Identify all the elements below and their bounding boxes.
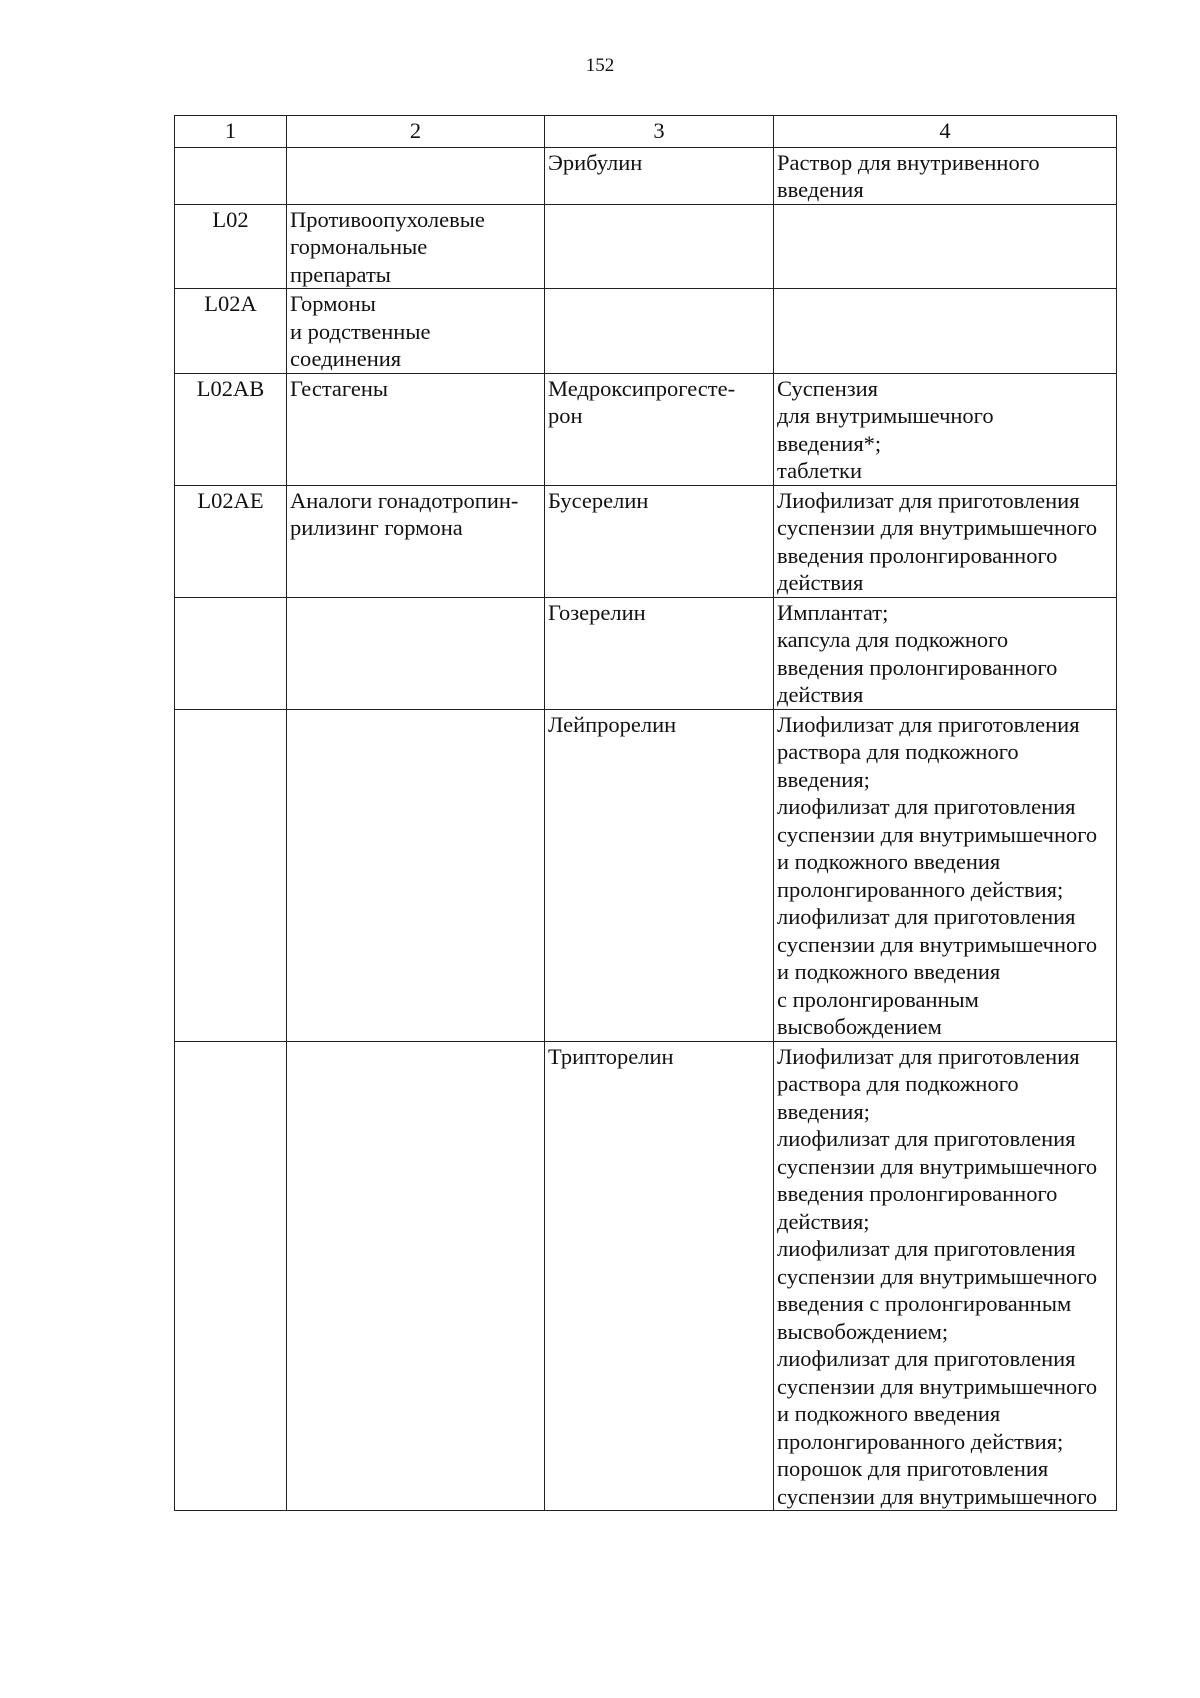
table-row <box>175 1041 1117 1511</box>
dosage-form-line: Раствор для внутривенного <box>777 149 1040 175</box>
group-line: соединения <box>290 346 402 371</box>
dosage-form-line: введения*; <box>777 430 882 456</box>
table-row <box>175 597 1117 709</box>
group-line: гормональные <box>290 234 428 259</box>
dosage-form-line: суспензии для внутримышечного <box>777 1263 1098 1289</box>
table-row <box>175 147 1117 204</box>
dosage-form-line: порошок для приготовления <box>777 1456 1049 1481</box>
table-body <box>175 147 1117 1511</box>
group-line: Противоопухолевые <box>290 206 485 232</box>
dosage-form-line: раствора для подкожного <box>777 1071 1019 1096</box>
drug-name-cell <box>545 485 774 597</box>
drug-line: рон <box>548 403 583 428</box>
dosage-form-line: капсула для подкожного <box>777 627 1009 652</box>
dosage-form-cell <box>774 373 1117 485</box>
drug-line: Эрибулин <box>548 149 643 175</box>
dosage-form-line: лиофилизат для приготовления <box>777 1236 1076 1261</box>
dosage-form-line: действия <box>777 570 864 595</box>
column-header-1: 1 <box>175 116 287 148</box>
dosage-form-line: раствора для подкожного <box>777 739 1019 764</box>
dosage-form-line: высвобождением; <box>777 1318 949 1344</box>
dosage-form-line: лиофилизат для приготовления <box>777 1126 1076 1151</box>
group-name-cell <box>287 1041 545 1511</box>
table-row <box>175 373 1117 485</box>
atc-code-cell: L02 <box>175 204 287 289</box>
dosage-form-line: суспензии для внутримышечного <box>777 1483 1098 1509</box>
drug-name-cell <box>545 597 774 709</box>
group-name-cell <box>287 485 545 597</box>
atc-code-cell: L02AE <box>175 485 287 597</box>
dosage-form-line: введения; <box>777 766 870 792</box>
group-line: препараты <box>290 261 391 287</box>
drug-table <box>174 115 1117 1511</box>
atc-code-cell <box>175 597 287 709</box>
dosage-form-line: пролонгированного действия; <box>777 1428 1064 1454</box>
dosage-form-line: действия <box>777 682 864 707</box>
group-line: рилизинг гормона <box>290 515 463 540</box>
column-header-4: 4 <box>774 116 1117 148</box>
drug-name-cell <box>545 709 774 1041</box>
column-header-3: 3 <box>545 116 774 148</box>
drug-line: Лейпрорелин <box>548 711 677 737</box>
dosage-form-line: введения с пролонгированным <box>777 1291 1072 1316</box>
dosage-form-line: введения; <box>777 1098 870 1124</box>
atc-code-cell: L02AB <box>175 373 287 485</box>
group-name-cell <box>287 709 545 1041</box>
dosage-form-cell <box>774 1041 1117 1511</box>
table-row <box>175 289 1117 374</box>
dosage-form-line: Имплантат; <box>777 599 889 625</box>
dosage-form-cell <box>774 597 1117 709</box>
drug-line: Медроксипрогесте- <box>548 375 736 401</box>
dosage-form-line: лиофилизат для приготовления <box>777 794 1076 819</box>
dosage-form-line: для внутримышечного <box>777 403 994 428</box>
dosage-form-line: таблетки <box>777 458 863 483</box>
table-row <box>175 485 1117 597</box>
group-name-cell <box>287 204 545 289</box>
drug-line: Гозерелин <box>548 599 646 625</box>
dosage-form-line: лиофилизат для приготовления <box>777 904 1076 929</box>
group-line: и родственные <box>290 318 431 344</box>
dosage-form-line: Лиофилизат для приготовления <box>777 487 1080 513</box>
drug-name-cell <box>545 1041 774 1511</box>
table-header-row <box>175 116 1117 148</box>
column-header-2: 2 <box>287 116 545 148</box>
atc-code-cell: L02A <box>175 289 287 374</box>
drug-line: Трипторелин <box>548 1043 674 1069</box>
group-name-cell <box>287 373 545 485</box>
dosage-form-line: Лиофилизат для приготовления <box>777 1043 1080 1069</box>
dosage-form-line: суспензии для внутримышечного <box>777 821 1098 847</box>
dosage-form-line: суспензии для внутримышечного <box>777 931 1098 957</box>
table-row <box>175 709 1117 1041</box>
group-line: Гормоны <box>290 291 376 316</box>
drug-name-cell <box>545 289 774 374</box>
drug-name-cell <box>545 204 774 289</box>
dosage-form-cell <box>774 204 1117 289</box>
dosage-form-line: введения пролонгированного <box>777 1181 1058 1206</box>
dosage-form-cell <box>774 485 1117 597</box>
dosage-form-cell <box>774 289 1117 374</box>
group-name-cell <box>287 147 545 204</box>
group-name-cell <box>287 597 545 709</box>
dosage-form-cell <box>774 147 1117 204</box>
dosage-form-line: введения пролонгированного <box>777 542 1058 568</box>
drug-line: Бусерелин <box>548 487 649 513</box>
dosage-form-line: суспензии для внутримышечного <box>777 515 1098 540</box>
group-name-cell <box>287 289 545 374</box>
table-row <box>175 204 1117 289</box>
dosage-form-line: введения <box>777 177 864 202</box>
drug-name-cell <box>545 373 774 485</box>
dosage-form-line: лиофилизат для приготовления <box>777 1346 1076 1371</box>
dosage-form-line: и подкожного введения <box>777 1401 1001 1426</box>
dosage-form-line: суспензии для внутримышечного <box>777 1373 1098 1399</box>
dosage-form-line: и подкожного введения <box>777 959 1001 984</box>
dosage-form-line: Лиофилизат для приготовления <box>777 711 1080 737</box>
dosage-form-line: пролонгированного действия; <box>777 876 1064 902</box>
dosage-form-line: и подкожного введения <box>777 849 1001 874</box>
dosage-form-line: действия; <box>777 1208 870 1234</box>
dosage-form-line: высвобождением <box>777 1014 942 1039</box>
group-line: Аналоги гонадотропин- <box>290 487 519 513</box>
dosage-form-line: суспензии для внутримышечного <box>777 1153 1098 1179</box>
dosage-form-line: Суспензия <box>777 375 879 401</box>
atc-code-cell <box>175 709 287 1041</box>
group-line: Гестагены <box>290 375 388 401</box>
dosage-form-cell <box>774 709 1117 1041</box>
atc-code-cell <box>175 1041 287 1511</box>
page-number: 152 <box>585 55 615 76</box>
dosage-form-line: введения пролонгированного <box>777 654 1058 680</box>
drug-name-cell <box>545 147 774 204</box>
atc-code-cell <box>175 147 287 204</box>
dosage-form-line: с пролонгированным <box>777 986 979 1012</box>
